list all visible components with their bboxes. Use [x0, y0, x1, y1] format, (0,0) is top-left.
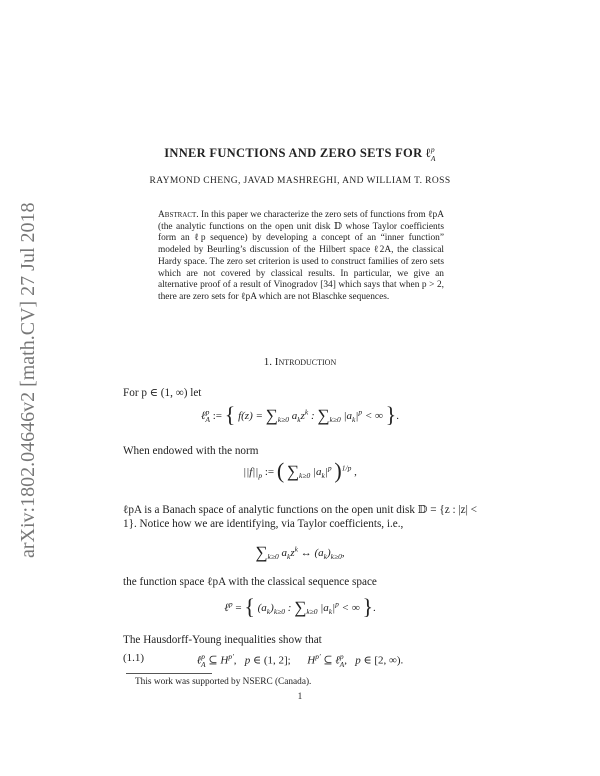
equation-lpa-definition: ℓ$^p_A$ := { $f(z) = \sum_{k\ge 0}$ $a_kz^k$ : $\sum_{k\ge 0}$ $|a_k|^p$ < ∞ }.	[201, 402, 399, 427]
section-heading: 1. Introduction	[263, 356, 337, 368]
page-number: 1	[297, 692, 303, 702]
equation-sequence-space: ℓ$^p$ = { $(a_k)_{k\ge 0}$ : $\sum_{k\ge 0}$ $|a_k|^p$ < ∞ }.	[224, 594, 376, 619]
equation-norm: $||f||_p$ := ( $\sum_{k\ge 0}$ $|a_k|^p$ )$^{1/p}$ ,	[243, 458, 357, 483]
intro-paragraph-1: For p ∈ (1, ∞) let	[123, 387, 202, 399]
intro-paragraph-3: ℓpA is a Banach space of analytic functions on the open unit disk 𝔻 = {z : |z| < 1}. Notice how we are identifying, via Taylor coefficients, i.e.,	[123, 504, 477, 530]
footnote: This work was supported by NSERC (Canada).	[135, 677, 312, 687]
arxiv-stamp	[6, 168, 46, 568]
footnote-rule	[126, 673, 212, 674]
abstract-label: Abstract.	[158, 210, 199, 220]
equation-identification: $\sum_{k\ge 0}$ $a_kz^k$ ↔ $(a_k)_{k\ge 0}$,	[255, 543, 345, 562]
intro-paragraph-4: the function space ℓpA with the classical sequence space	[123, 576, 377, 588]
arxiv-stamp-text: arXiv:1802.04646v2 [math.CV] 27 Jul 2018	[17, 202, 39, 558]
intro-paragraph-5: The Hausdorff-Young inequalities show that	[123, 634, 322, 646]
equation-hausdorff-young: ℓ$^p_A$ ⊆ $H^{p'}$, p ∈ (1, 2]; $H^{p'}$ ⊆ ℓ$^p_A$, p ∈ [2, ∞).	[196, 652, 404, 669]
intro-paragraph-2: When endowed with the norm	[123, 445, 259, 457]
abstract-text: In this paper we characterize the zero sets of functions from ℓpA (the analytic functions on the open unit disk 𝔻 whose Taylor coefficients form an ℓp sequence) by developing a concept of an “inner function” modeled by Beurling’s discussion of the Hilbert space ℓ2A, the classical Hardy space. The zero set criterion is used to construct families of zero sets which are not covered by classical results. In particular, we give an alternative proof of a result of Vinogradov [34] which says that when p > 2, there are zero sets for ℓpA which are not Blaschke sequences.	[158, 210, 444, 302]
author-list: RAYMOND CHENG, JAVAD MASHREGHI, AND WILLIAM T. ROSS	[149, 176, 451, 186]
paper-title: INNER FUNCTIONS AND ZERO SETS FOR ℓ$^p_A$	[164, 145, 436, 163]
abstract	[158, 210, 444, 304]
equation-label: (1.1)	[123, 652, 145, 664]
